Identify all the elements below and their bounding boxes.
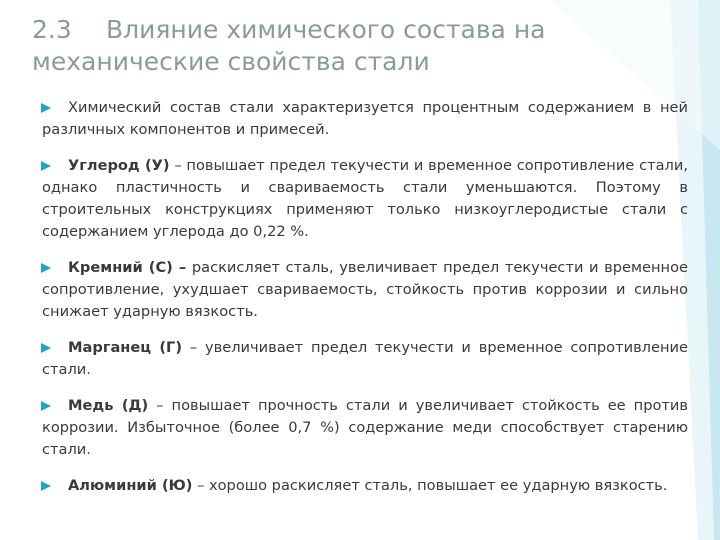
bullet-text: – хорошо раскисляет сталь, повышает ее ударную вязкость. <box>192 477 668 494</box>
slide-number: 2.3 <box>32 15 72 44</box>
bullet-list <box>42 97 688 497</box>
slide-title <box>32 14 592 78</box>
list-item <box>42 395 688 461</box>
arrow-bullet-icon <box>41 401 51 411</box>
element-name: Марганец (Г) <box>68 339 183 356</box>
arrow-bullet-icon <box>41 263 51 273</box>
list-item <box>42 337 688 381</box>
slide-title-text: Влияние химического состава на механические свойства стали <box>32 15 546 76</box>
list-item <box>42 155 688 243</box>
bullet-text: раскисляет сталь, увеличивает предел текучести и временное сопротивление, ухудшает свариваемость, стойкость против коррозии и сильно снижает ударную вязкость. <box>42 259 688 320</box>
element-name: Кремний (С) – <box>68 259 187 276</box>
arrow-bullet-icon <box>41 481 51 491</box>
element-name: Медь (Д) <box>68 397 149 414</box>
bullet-text: – повышает предел текучести и временное сопротивление стали, однако пластичность и свариваемость стали уменьшаются. Поэтому в строительных конструкциях применяют только низкоуглеродистые стали с содержанием углерода до 0,22 %. <box>42 157 688 240</box>
list-item <box>42 257 688 323</box>
element-name: Алюминий (Ю) <box>68 477 193 494</box>
bullet-text: – повышает прочность стали и увеличивает стойкость ее против коррозии. Избыточное (более 0,7 %) содержание меди способствует старению стали. <box>42 397 688 458</box>
arrow-bullet-icon <box>41 103 51 113</box>
arrow-bullet-icon <box>41 343 51 353</box>
arrow-bullet-icon <box>41 161 51 171</box>
list-item <box>42 475 688 497</box>
bullet-text: – увеличивает предел текучести и временное сопротивление стали. <box>42 339 688 378</box>
list-item <box>42 97 688 141</box>
element-name: Углерод (У) <box>68 157 170 174</box>
bullet-text: Химический состав стали характеризуется процентным содержанием в ней различных компонентов и примесей. <box>42 99 688 138</box>
